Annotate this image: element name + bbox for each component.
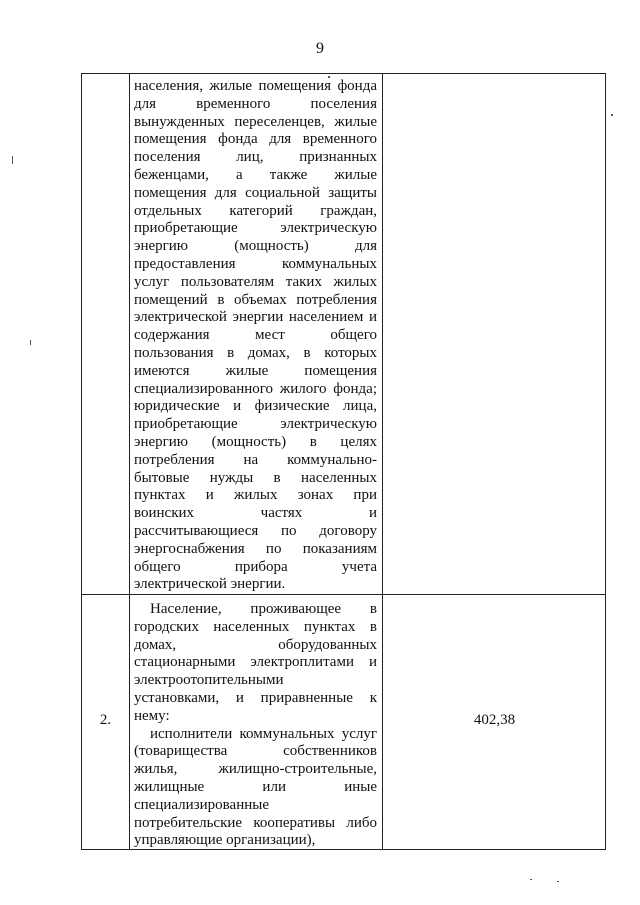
text-line: отдельных категорий граждан,: [134, 202, 377, 219]
text-line: стационарными электроплитами и: [134, 654, 377, 671]
row2-value: 402,38: [473, 712, 516, 728]
text-line: рассчитывающиеся по договору: [134, 522, 377, 539]
text-line: домах, оборудованных: [134, 636, 377, 653]
text-line: потребления на коммунально-: [134, 451, 377, 468]
text-line: потребительские кооперативы либо: [134, 814, 377, 831]
text-line: воинских частях и: [134, 505, 377, 522]
text-line: бытовые нужды в населенных: [134, 469, 377, 486]
text-line: для временного поселения: [134, 95, 377, 112]
column-divider: [382, 74, 383, 849]
text-line: исполнители коммунальных услуг: [150, 725, 377, 742]
text-line: управляющие организации),: [134, 832, 316, 849]
scan-mark: [557, 881, 559, 882]
text-line: юридические и физические лица,: [134, 398, 377, 415]
column-divider: [129, 74, 130, 849]
text-line: помещения фонда для временного: [134, 131, 377, 148]
text-line: приобретающие электрическую: [134, 220, 377, 237]
row2-number: 2.: [99, 712, 112, 728]
text-line: нему:: [134, 707, 170, 724]
text-line: помещения для социальной защиты: [134, 184, 377, 201]
scan-mark: [611, 114, 613, 116]
text-line: жилья, жилищно-строительные,: [134, 761, 377, 778]
text-line: пунктах и жилых зонах при: [134, 487, 377, 504]
row2-description: [134, 601, 377, 850]
text-line: населения, жилые помещения фонда: [134, 78, 377, 94]
text-line: приобретающие электрическую: [134, 416, 377, 433]
text-line: энергоснабжения по показаниям: [134, 540, 377, 557]
tariff-table: [81, 73, 606, 850]
text-line: электрической энергии.: [134, 576, 286, 593]
text-line: специализированные: [134, 796, 269, 813]
text-line: услуг пользователям таких жилых: [134, 273, 377, 290]
text-line: пользования в домах, в которых: [134, 344, 377, 361]
scan-mark: [30, 340, 31, 345]
text-line: энергию (мощность) для: [134, 238, 377, 255]
text-line: городских населенных пунктах в: [134, 618, 377, 635]
text-line: энергию (мощность) в целях: [134, 433, 377, 450]
row1-description: [134, 78, 377, 594]
text-line: содержания мест общего: [134, 327, 377, 344]
text-line: Население, проживающее в: [150, 601, 377, 617]
text-line: общего прибора учета: [134, 558, 377, 575]
text-line: специализированного жилого фонда;: [134, 380, 377, 397]
text-line: имеются жилые помещения: [134, 362, 377, 379]
text-line: жилищные или иные: [134, 778, 377, 795]
row-divider: [82, 594, 605, 595]
text-line: электроотопительными: [134, 672, 284, 689]
text-line: помещений в объемах потребления: [134, 291, 377, 308]
page-number: 9: [316, 40, 324, 57]
text-line: установками, и приравненные к: [134, 689, 377, 706]
scan-mark: [12, 156, 13, 164]
text-line: электрической энергии населением и: [134, 309, 377, 326]
text-line: беженцами, а также жилые: [134, 166, 377, 183]
text-line: поселения лиц, признанных: [134, 149, 377, 166]
text-line: (товарищества собственников: [134, 743, 377, 760]
text-line: предоставления коммунальных: [134, 255, 377, 272]
text-line: вынужденных переселенцев, жилые: [134, 113, 377, 130]
scan-mark: [328, 76, 330, 78]
scan-mark: [530, 879, 532, 880]
